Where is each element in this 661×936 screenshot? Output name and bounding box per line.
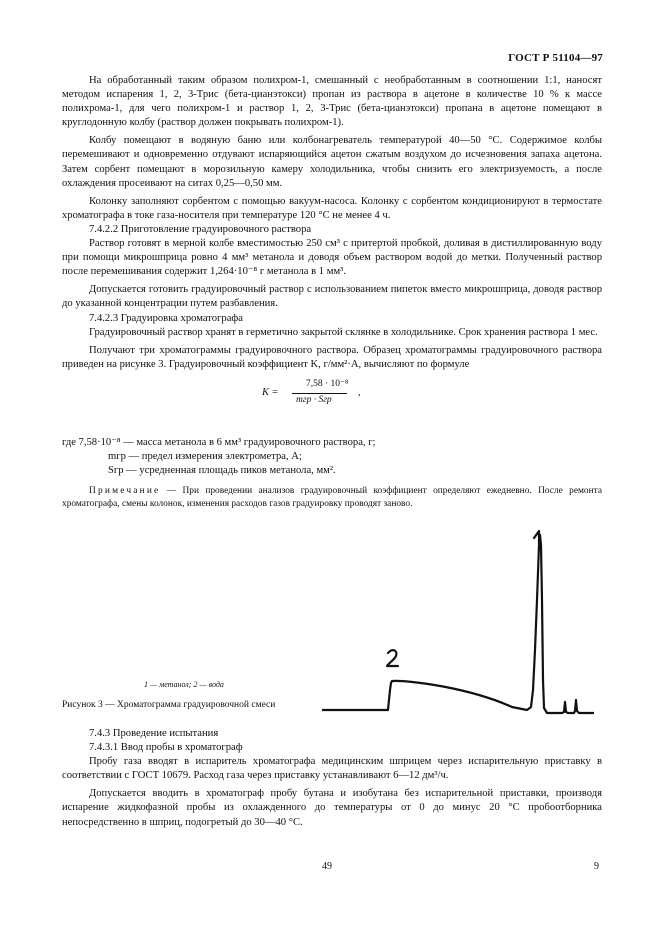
body-text-bottom: [62, 727, 602, 830]
formula-denominator: mгр · Sгр: [296, 395, 332, 405]
note-text: — При проведении анализов градуировочный коэффициент определяют ежедневно. После ремонта хроматографа, смены колонок, изменения расходов газов градуировку проводят заново.: [62, 486, 602, 509]
paragraph-pipettes: Допускается готовить градуировочный раствор с использованием пипеток вместо микрошприца, доводя раствор до указанной концентрации путем разбавления.: [62, 284, 602, 310]
peak-label-1-mark: [534, 531, 539, 544]
where-line-m: mгр — предел измерения электрометра, А;: [108, 451, 302, 463]
note-label: Примечание: [89, 486, 161, 496]
paragraph-storage: Градуировочный раствор хранят в герметично закрытой склянке в холодильнике. Срок хранения раствора 1 мес.: [89, 326, 598, 338]
section-heading-7-4-3: 7.4.3 Проведение испытания: [89, 728, 219, 739]
paragraph-chromatograms: Получают три хроматограммы градуировочного раствора. Образец хроматограммы градуировочного раствора приведен на рисунке 3. Градуировочный коэффициент K, г/мм²·А, вычисляют по формуле: [62, 344, 602, 370]
section-heading-7-4-3-1: 7.4.3.1 Ввод пробы в хроматограф: [89, 742, 243, 754]
formula-lhs: K: [262, 387, 270, 398]
page-number-center: 49: [322, 861, 332, 872]
where-line-s: Sгр — усредненная площадь пиков метанола, мм².: [108, 465, 336, 477]
formula-equals: =: [272, 387, 278, 398]
paragraph-column: Колонку заполняют сорбентом с помощью вакуум-насоса. Колонку с сорбентом кондиционируют в термостате хроматографа в токе газа-носителя при температуре 120 °С не менее 4 ч.: [62, 195, 602, 221]
page-number-right: 9: [594, 861, 599, 872]
paragraph-butane: Допускается вводить в хроматограф пробу бутана и изобутана без испарительной приставки, производя испарение жидкофазной пробы из охлажденного до температуры от 0 до минус 20 °С пробоотборника непосредственно в шприц, подогретый до 30—40 °С.: [62, 788, 602, 828]
figure-legend: 1 — метанол; 2 — вода: [144, 680, 224, 689]
formula-numerator: 7,58 · 10⁻⁸: [306, 379, 349, 389]
paragraph-gas-sample: Пробу газа вводят в испаритель хроматографа медицинским шприцем через испарительную приставку в соответствии с ГОСТ 10679. Расход газа через приставку устанавливают 6—12 дм³/ч.: [62, 756, 602, 782]
peak-label-2-mark: [387, 650, 398, 666]
paragraph-polychrome: На обработанный таким образом полихром-1, смешанный с необработанным в соотношении 1:1, наносят методом испарения 1, 2, 3-Трис (бета-цианэтокси) пропан из раствора в ацетоне в количестве 10 % к массе полихрома-1, для чего полихром-1 и раствор 1, 2, 3-Трис (бета-цианэтокси) пропана в ацетоне помещают в круглодонную колбу (раствор должен покрывать полихром-1).: [62, 75, 602, 129]
section-heading-7-4-2-3: 7.4.2.3 Градуировка хроматографа: [89, 312, 243, 324]
chromatogram-trace: [322, 535, 594, 713]
paragraph-flask: Колбу помещают в водяную баню или колбонагреватель температурой 40—50 °С. Содержимое колбы перемешивают и одновременно отдувают испаряющийся ацетон сжатым воздухом до исчезновения запаха ацетона. Затем сорбент помещают в морозильную камеру холодильника, чтобы снизить его электризуемость, а после охлаждения просеивают на ситах 0,25—0,50 мм.: [62, 135, 602, 189]
where-line-mass: где 7,58·10⁻⁸ — масса метанола в 6 мм³ градуировочного раствора, г;: [62, 437, 376, 448]
paragraph-solution-prep: Раствор готовят в мерной колбе вместимостью 250 см³ с притертой пробкой, доливая в дистиллированную воду при помощи микрошприца ровно 4 мм³ метанола и доводя объем раствором водой до метки. Полученный раствор после перемешивания содержит 1,264·10⁻⁸ г метанола в 1 мм³.: [62, 238, 602, 278]
formula-comma: ,: [358, 387, 361, 398]
section-heading-7-4-2-2: 7.4.2.2 Приготовление градуировочного раствора: [89, 223, 312, 235]
standard-code-header: ГОСТ Р 51104—97: [508, 52, 603, 64]
figure-caption: Рисунок 3 — Хроматограмма градуировочной смеси: [62, 700, 276, 710]
